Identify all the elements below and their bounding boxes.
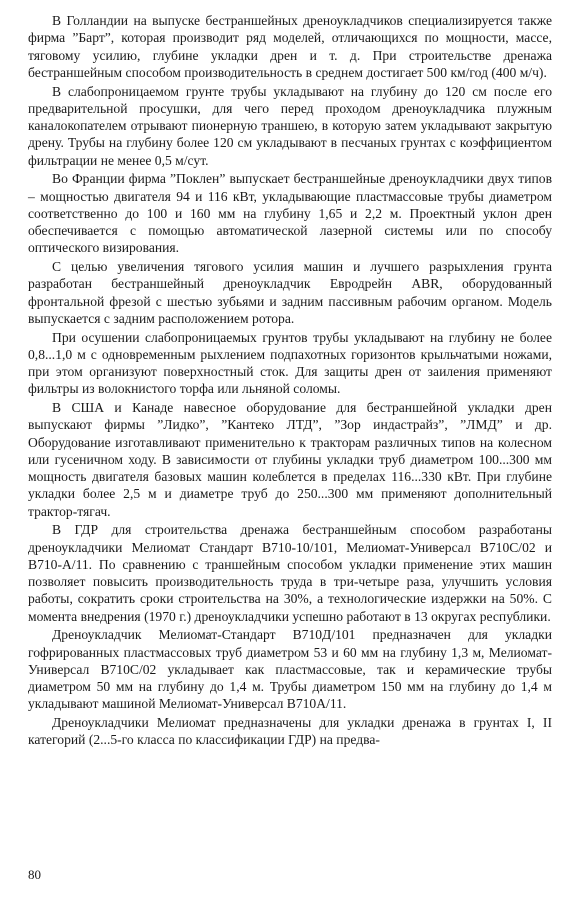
paragraph-low-permeability: В слабопроницаемом грунте трубы укладывают на глубину до 120 см после его предварительной просушки, для чего перед проходом дреноукладчика плужным каналокопателем отрывают пионерную траншею, в которую затем укладывают закрытую дрену. Трубы на глубину более 120 см укладывают в песчаных грунтах с коэффициентом фильтрации не менее 0,5 м/сут. [28, 83, 552, 168]
paragraph-eurodrain: С целью увеличения тягового усилия машин и лучшего разрыхления грунта разработан бестраншейный дреноукладчик Евродрейн ABR, оборудованный фронтальной фрезой с шестью зубьями и задним пассивным рабочим органом. Модель выпускается с задним расположением ротора. [28, 259, 552, 326]
paragraph-usa-canada: В США и Канаде навесное оборудование для бестраншейной укладки дрен выпускают фирмы ”Лидко”, ”Кантеко ЛТД”, ”Зор индастрайз”, ”ЛМД” и др. Оборудование изготавливают применительно к тракторам различных типов на колесном или гусеничном ходу. В зависимости от глубины укладки труб диаметром 100...300 мм мощность двигателя базовых машин колеблется в пределах 116...330 кВт. При глубине укладки более 2,5 м и диаметре труб до 250...300 мм применяют дополнительный трактор-тягач. [28, 400, 552, 519]
paragraph-gdr: В ГДР для строительства дренажа бестраншейным способом разработаны дреноукладчики Мелиомат Стандарт B710-10/101, Мелиомат-Универсал B710C/02 и B710-A/11. По сравнению с траншейным способом укладки применение этих машин позволяет повысить производительность труда в три-четыре раза, улучшить условия работы, сократить сроки строительства на 30%, а технологические издержки на 50%. С момента внедрения (1970 г.) дреноукладчики успешно работают в 13 округах республики. [28, 522, 552, 624]
paragraph-drainage-depth: При осушении слабопроницаемых грунтов трубы укладывают на глубину не более 0,8...1,0 м с одновременным рыхлением подпахотных горизонтов крыльчатыми ножами, при этом организуют поверхностный сток. Для защиты дрен от заиления применяют фильтры из волокнистого торфа или льняной соломы. [28, 329, 552, 397]
paragraph-meliomat-standard: Дреноукладчик Мелиомат-Стандарт В710Д/101 предназначен для укладки гофрированных пластмассовых труб диаметром 53 и 60 мм на глубину 1,3 м, Мелиомат-Универсал B710C/02 укладывает как пластмассовые, так и керамические трубы диаметром 50 мм на глубину до 1,4 м. Трубы диаметром 150 мм на глубину до 1,4 м укладывают машиной Мелиомат-Универсал B710A/11. [28, 627, 552, 712]
page-number: 80 [28, 867, 41, 882]
document-page [28, 12, 552, 888]
paragraph-meliomat-purpose: Дреноукладчики Мелиомат предназначены для укладки дренажа в грунтах I, II категорий (2...5-го класса по классификации ГДР) на предва- [28, 715, 552, 748]
paragraph-holland: В Голландии на выпуске бестраншейных дреноукладчиков специализируется также фирма ”Барт”, которая производит ряд моделей, отличающихся по мощности, массе, тяговому усилию, глубине укладки дрен и т. д. При строительстве дренажа бестраншейным способом производительность в среднем достигает 500 км/год (400 м/ч). [28, 13, 552, 80]
paragraph-france: Во Франции фирма ”Поклен” выпускает бестраншейные дреноукладчики двух типов – мощностью двигателя 94 и 116 кВт, укладывающие пластмассовые трубы диаметром соответственно до 100 и 160 мм на глубину 1,65 и 2,2 м. Проектный уклон дрен обеспечивается с помощью автоматической лазерной системы или по способу оптического визирования. [28, 171, 552, 256]
